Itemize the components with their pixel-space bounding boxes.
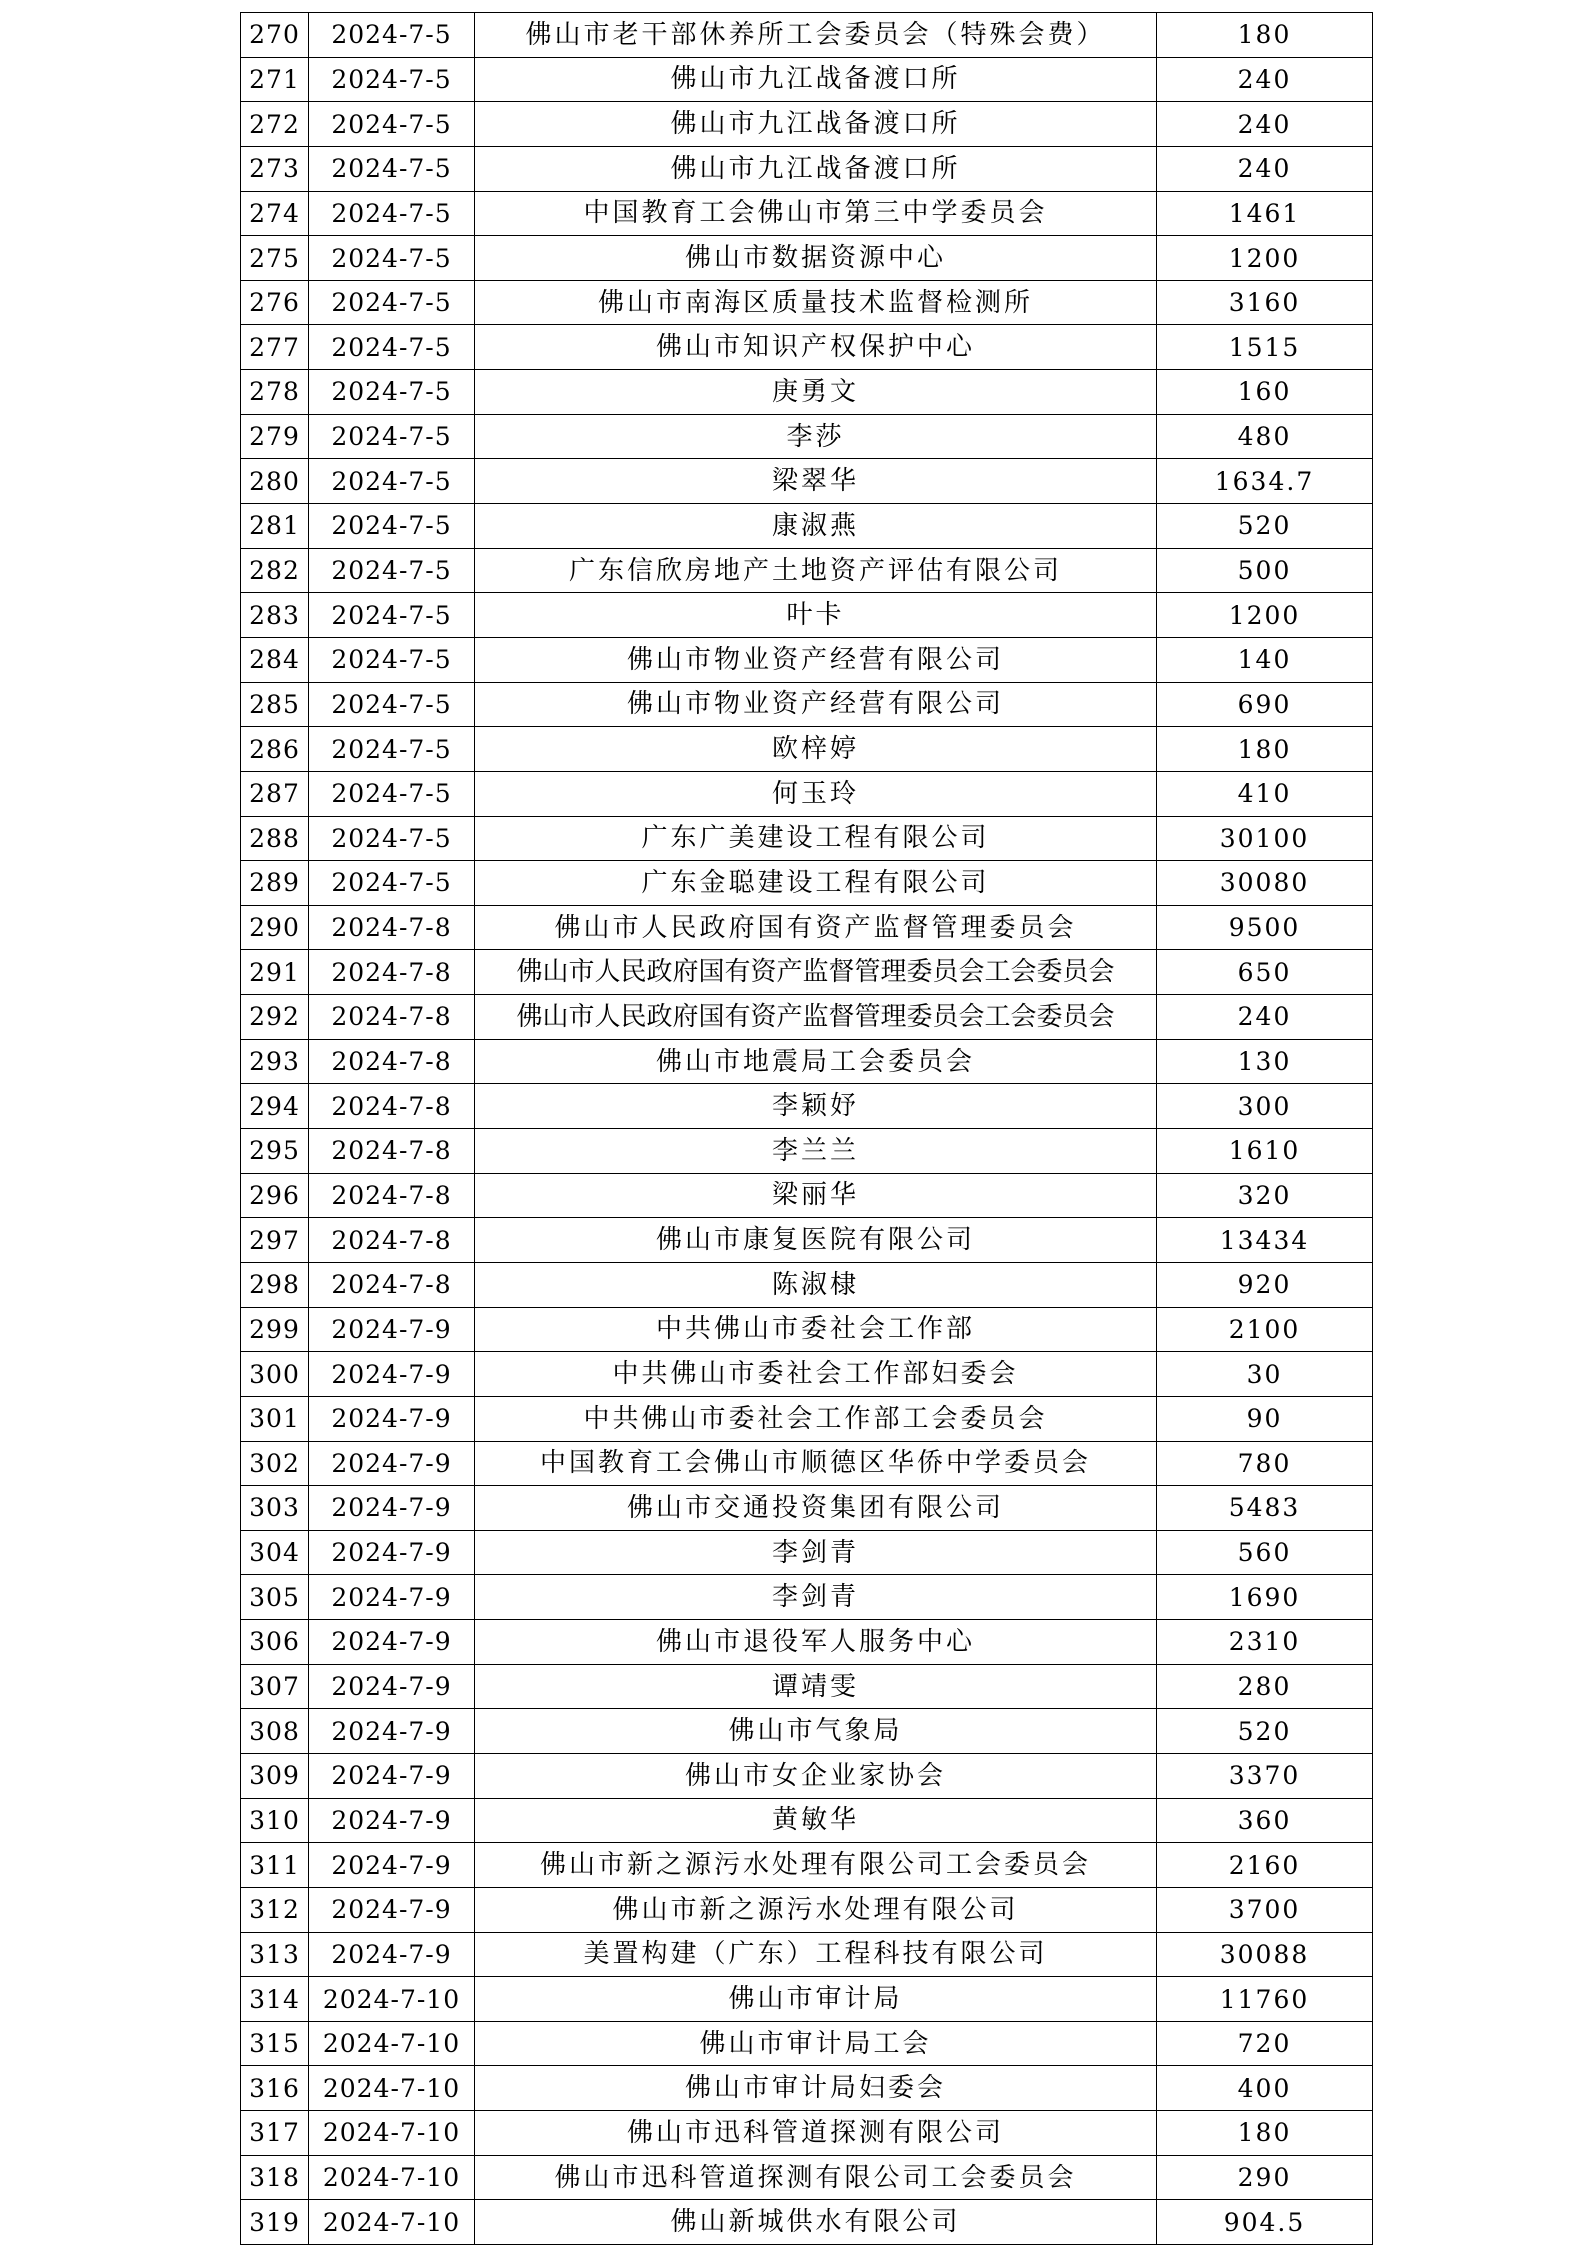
date-cell: 2024-7-9 xyxy=(309,1352,475,1397)
table-row xyxy=(241,1441,1373,1486)
date-cell: 2024-7-9 xyxy=(309,1932,475,1977)
date-cell: 2024-7-10 xyxy=(309,2021,475,2066)
payer-name-cell: 佛山新城供水有限公司 xyxy=(475,2200,1157,2245)
table-row xyxy=(241,682,1373,727)
amount-cell: 30 xyxy=(1157,1352,1373,1397)
row-number-cell: 301 xyxy=(241,1396,309,1441)
payer-name-cell: 康淑燕 xyxy=(475,504,1157,549)
date-cell: 2024-7-5 xyxy=(309,57,475,102)
table-row xyxy=(241,816,1373,861)
table-row xyxy=(241,1575,1373,1620)
date-cell: 2024-7-8 xyxy=(309,1039,475,1084)
table-row xyxy=(241,459,1373,504)
row-number-cell: 279 xyxy=(241,414,309,459)
row-number-cell: 275 xyxy=(241,236,309,281)
payer-name-cell: 中共佛山市委社会工作部工会委员会 xyxy=(475,1396,1157,1441)
date-cell: 2024-7-8 xyxy=(309,950,475,995)
row-number-cell: 288 xyxy=(241,816,309,861)
amount-cell: 1200 xyxy=(1157,236,1373,281)
date-cell: 2024-7-5 xyxy=(309,682,475,727)
amount-cell: 300 xyxy=(1157,1084,1373,1129)
payer-name-cell: 佛山市审计局 xyxy=(475,1977,1157,2022)
payer-name-cell: 梁丽华 xyxy=(475,1173,1157,1218)
payer-name-cell: 中共佛山市委社会工作部妇委会 xyxy=(475,1352,1157,1397)
amount-cell: 3700 xyxy=(1157,1887,1373,1932)
table-row xyxy=(241,280,1373,325)
payer-name-cell: 黄敏华 xyxy=(475,1798,1157,1843)
payer-name-cell: 佛山市人民政府国有资产监督管理委员会工会委员会 xyxy=(475,950,1157,995)
date-cell: 2024-7-8 xyxy=(309,905,475,950)
row-number-cell: 312 xyxy=(241,1887,309,1932)
amount-cell: 2310 xyxy=(1157,1620,1373,1665)
row-number-cell: 317 xyxy=(241,2111,309,2156)
row-number-cell: 314 xyxy=(241,1977,309,2022)
amount-cell: 410 xyxy=(1157,771,1373,816)
payer-name-cell: 佛山市九江战备渡口所 xyxy=(475,102,1157,147)
date-cell: 2024-7-9 xyxy=(309,1709,475,1754)
date-cell: 2024-7-9 xyxy=(309,1486,475,1531)
date-cell: 2024-7-5 xyxy=(309,504,475,549)
payer-name-cell: 佛山市数据资源中心 xyxy=(475,236,1157,281)
payer-name-cell: 李剑青 xyxy=(475,1575,1157,1620)
amount-cell: 780 xyxy=(1157,1441,1373,1486)
table-row xyxy=(241,1798,1373,1843)
amount-cell: 500 xyxy=(1157,548,1373,593)
table-row xyxy=(241,593,1373,638)
amount-cell: 1461 xyxy=(1157,191,1373,236)
amount-cell: 5483 xyxy=(1157,1486,1373,1531)
date-cell: 2024-7-8 xyxy=(309,1084,475,1129)
date-cell: 2024-7-5 xyxy=(309,861,475,906)
row-number-cell: 276 xyxy=(241,280,309,325)
payer-name-cell: 佛山市交通投资集团有限公司 xyxy=(475,1486,1157,1531)
date-cell: 2024-7-8 xyxy=(309,1262,475,1307)
date-cell: 2024-7-5 xyxy=(309,280,475,325)
payer-name-cell: 佛山市人民政府国有资产监督管理委员会 xyxy=(475,905,1157,950)
row-number-cell: 311 xyxy=(241,1843,309,1888)
date-cell: 2024-7-8 xyxy=(309,1218,475,1263)
payer-name-cell: 陈淑棣 xyxy=(475,1262,1157,1307)
row-number-cell: 277 xyxy=(241,325,309,370)
amount-cell: 290 xyxy=(1157,2155,1373,2200)
row-number-cell: 305 xyxy=(241,1575,309,1620)
payer-name-cell: 李剑青 xyxy=(475,1530,1157,1575)
date-cell: 2024-7-5 xyxy=(309,102,475,147)
date-cell: 2024-7-9 xyxy=(309,1396,475,1441)
row-number-cell: 296 xyxy=(241,1173,309,1218)
amount-cell: 3370 xyxy=(1157,1753,1373,1798)
table-row xyxy=(241,2111,1373,2156)
amount-cell: 30088 xyxy=(1157,1932,1373,1977)
date-cell: 2024-7-9 xyxy=(309,1620,475,1665)
row-number-cell: 306 xyxy=(241,1620,309,1665)
row-number-cell: 308 xyxy=(241,1709,309,1754)
date-cell: 2024-7-5 xyxy=(309,191,475,236)
amount-cell: 520 xyxy=(1157,504,1373,549)
amount-cell: 180 xyxy=(1157,2111,1373,2156)
row-number-cell: 304 xyxy=(241,1530,309,1575)
table-row xyxy=(241,191,1373,236)
amount-cell: 1690 xyxy=(1157,1575,1373,1620)
table-row xyxy=(241,727,1373,772)
date-cell: 2024-7-10 xyxy=(309,1977,475,2022)
payer-name-cell: 欧梓婷 xyxy=(475,727,1157,772)
row-number-cell: 284 xyxy=(241,637,309,682)
table-row xyxy=(241,637,1373,682)
amount-cell: 320 xyxy=(1157,1173,1373,1218)
table-row xyxy=(241,13,1373,58)
row-number-cell: 271 xyxy=(241,57,309,102)
amount-cell: 90 xyxy=(1157,1396,1373,1441)
amount-cell: 240 xyxy=(1157,146,1373,191)
date-cell: 2024-7-10 xyxy=(309,2111,475,2156)
payer-name-cell: 佛山市物业资产经营有限公司 xyxy=(475,682,1157,727)
table-row xyxy=(241,1396,1373,1441)
amount-cell: 11760 xyxy=(1157,1977,1373,2022)
table-row xyxy=(241,1084,1373,1129)
row-number-cell: 273 xyxy=(241,146,309,191)
row-number-cell: 307 xyxy=(241,1664,309,1709)
row-number-cell: 289 xyxy=(241,861,309,906)
payer-name-cell: 佛山市迅科管道探测有限公司 xyxy=(475,2111,1157,2156)
row-number-cell: 295 xyxy=(241,1129,309,1174)
row-number-cell: 270 xyxy=(241,13,309,58)
row-number-cell: 299 xyxy=(241,1307,309,1352)
table-row xyxy=(241,2155,1373,2200)
table-row xyxy=(241,1977,1373,2022)
date-cell: 2024-7-5 xyxy=(309,325,475,370)
row-number-cell: 278 xyxy=(241,370,309,415)
amount-cell: 720 xyxy=(1157,2021,1373,2066)
table-row xyxy=(241,1753,1373,1798)
table-row xyxy=(241,504,1373,549)
row-number-cell: 283 xyxy=(241,593,309,638)
date-cell: 2024-7-10 xyxy=(309,2200,475,2245)
date-cell: 2024-7-10 xyxy=(309,2066,475,2111)
payer-name-cell: 佛山市九江战备渡口所 xyxy=(475,146,1157,191)
amount-cell: 1200 xyxy=(1157,593,1373,638)
row-number-cell: 294 xyxy=(241,1084,309,1129)
row-number-cell: 293 xyxy=(241,1039,309,1084)
row-number-cell: 303 xyxy=(241,1486,309,1531)
table-row xyxy=(241,370,1373,415)
payer-name-cell: 佛山市新之源污水处理有限公司 xyxy=(475,1887,1157,1932)
table-row xyxy=(241,995,1373,1040)
row-number-cell: 313 xyxy=(241,1932,309,1977)
date-cell: 2024-7-9 xyxy=(309,1441,475,1486)
date-cell: 2024-7-9 xyxy=(309,1307,475,1352)
payer-name-cell: 谭靖雯 xyxy=(475,1664,1157,1709)
payer-name-cell: 佛山市地震局工会委员会 xyxy=(475,1039,1157,1084)
table-row xyxy=(241,1173,1373,1218)
table-row xyxy=(241,1664,1373,1709)
table-row xyxy=(241,1620,1373,1665)
table-row xyxy=(241,2066,1373,2111)
payer-name-cell: 佛山市康复医院有限公司 xyxy=(475,1218,1157,1263)
table-body xyxy=(241,13,1373,2245)
table-row xyxy=(241,1486,1373,1531)
payer-name-cell: 佛山市气象局 xyxy=(475,1709,1157,1754)
donation-table xyxy=(240,12,1373,2245)
amount-cell: 240 xyxy=(1157,995,1373,1040)
amount-cell: 560 xyxy=(1157,1530,1373,1575)
amount-cell: 160 xyxy=(1157,370,1373,415)
date-cell: 2024-7-8 xyxy=(309,1173,475,1218)
table-row xyxy=(241,1307,1373,1352)
amount-cell: 9500 xyxy=(1157,905,1373,950)
table-row xyxy=(241,1530,1373,1575)
row-number-cell: 318 xyxy=(241,2155,309,2200)
payer-name-cell: 李颖妤 xyxy=(475,1084,1157,1129)
payer-name-cell: 李兰兰 xyxy=(475,1129,1157,1174)
date-cell: 2024-7-10 xyxy=(309,2155,475,2200)
date-cell: 2024-7-5 xyxy=(309,771,475,816)
date-cell: 2024-7-9 xyxy=(309,1753,475,1798)
date-cell: 2024-7-8 xyxy=(309,1129,475,1174)
payer-name-cell: 佛山市女企业家协会 xyxy=(475,1753,1157,1798)
payer-name-cell: 佛山市物业资产经营有限公司 xyxy=(475,637,1157,682)
table-row xyxy=(241,236,1373,281)
payer-name-cell: 美置构建（广东）工程科技有限公司 xyxy=(475,1932,1157,1977)
table-row xyxy=(241,861,1373,906)
table-row xyxy=(241,950,1373,995)
row-number-cell: 286 xyxy=(241,727,309,772)
date-cell: 2024-7-5 xyxy=(309,146,475,191)
row-number-cell: 315 xyxy=(241,2021,309,2066)
amount-cell: 1610 xyxy=(1157,1129,1373,1174)
amount-cell: 130 xyxy=(1157,1039,1373,1084)
date-cell: 2024-7-9 xyxy=(309,1843,475,1888)
date-cell: 2024-7-5 xyxy=(309,548,475,593)
date-cell: 2024-7-9 xyxy=(309,1575,475,1620)
row-number-cell: 274 xyxy=(241,191,309,236)
amount-cell: 2100 xyxy=(1157,1307,1373,1352)
row-number-cell: 287 xyxy=(241,771,309,816)
table-row xyxy=(241,414,1373,459)
table-row xyxy=(241,1709,1373,1754)
date-cell: 2024-7-5 xyxy=(309,414,475,459)
payer-name-cell: 佛山市退役军人服务中心 xyxy=(475,1620,1157,1665)
payer-name-cell: 佛山市迅科管道探测有限公司工会委员会 xyxy=(475,2155,1157,2200)
payer-name-cell: 佛山市九江战备渡口所 xyxy=(475,57,1157,102)
table-row xyxy=(241,1843,1373,1888)
date-cell: 2024-7-5 xyxy=(309,13,475,58)
payer-name-cell: 广东金聪建设工程有限公司 xyxy=(475,861,1157,906)
row-number-cell: 290 xyxy=(241,905,309,950)
table-row xyxy=(241,771,1373,816)
amount-cell: 13434 xyxy=(1157,1218,1373,1263)
amount-cell: 400 xyxy=(1157,2066,1373,2111)
row-number-cell: 282 xyxy=(241,548,309,593)
table-row xyxy=(241,102,1373,147)
payer-name-cell: 佛山市人民政府国有资产监督管理委员会工会委员会 xyxy=(475,995,1157,1040)
amount-cell: 240 xyxy=(1157,57,1373,102)
table-row xyxy=(241,1218,1373,1263)
payer-name-cell: 中共佛山市委社会工作部 xyxy=(475,1307,1157,1352)
table-row xyxy=(241,1887,1373,1932)
amount-cell: 360 xyxy=(1157,1798,1373,1843)
payer-name-cell: 何玉玲 xyxy=(475,771,1157,816)
date-cell: 2024-7-8 xyxy=(309,995,475,1040)
amount-cell: 1515 xyxy=(1157,325,1373,370)
payer-name-cell: 佛山市审计局工会 xyxy=(475,2021,1157,2066)
date-cell: 2024-7-5 xyxy=(309,637,475,682)
amount-cell: 520 xyxy=(1157,1709,1373,1754)
row-number-cell: 292 xyxy=(241,995,309,1040)
amount-cell: 180 xyxy=(1157,13,1373,58)
payer-name-cell: 佛山市南海区质量技术监督检测所 xyxy=(475,280,1157,325)
date-cell: 2024-7-9 xyxy=(309,1887,475,1932)
table-row xyxy=(241,2021,1373,2066)
amount-cell: 180 xyxy=(1157,727,1373,772)
payer-name-cell: 佛山市审计局妇委会 xyxy=(475,2066,1157,2111)
date-cell: 2024-7-9 xyxy=(309,1664,475,1709)
row-number-cell: 297 xyxy=(241,1218,309,1263)
table-row xyxy=(241,1039,1373,1084)
amount-cell: 140 xyxy=(1157,637,1373,682)
row-number-cell: 316 xyxy=(241,2066,309,2111)
payer-name-cell: 梁翠华 xyxy=(475,459,1157,504)
row-number-cell: 272 xyxy=(241,102,309,147)
payer-name-cell: 庚勇文 xyxy=(475,370,1157,415)
payer-name-cell: 广东信欣房地产土地资产评估有限公司 xyxy=(475,548,1157,593)
date-cell: 2024-7-5 xyxy=(309,370,475,415)
payer-name-cell: 佛山市新之源污水处理有限公司工会委员会 xyxy=(475,1843,1157,1888)
table-row xyxy=(241,2200,1373,2245)
payer-name-cell: 叶卡 xyxy=(475,593,1157,638)
amount-cell: 2160 xyxy=(1157,1843,1373,1888)
table-row xyxy=(241,905,1373,950)
row-number-cell: 309 xyxy=(241,1753,309,1798)
amount-cell: 690 xyxy=(1157,682,1373,727)
payer-name-cell: 佛山市知识产权保护中心 xyxy=(475,325,1157,370)
row-number-cell: 281 xyxy=(241,504,309,549)
row-number-cell: 319 xyxy=(241,2200,309,2245)
amount-cell: 3160 xyxy=(1157,280,1373,325)
table-row xyxy=(241,325,1373,370)
date-cell: 2024-7-5 xyxy=(309,816,475,861)
amount-cell: 1634.7 xyxy=(1157,459,1373,504)
amount-cell: 480 xyxy=(1157,414,1373,459)
row-number-cell: 310 xyxy=(241,1798,309,1843)
date-cell: 2024-7-5 xyxy=(309,236,475,281)
row-number-cell: 285 xyxy=(241,682,309,727)
table-row xyxy=(241,57,1373,102)
table-row xyxy=(241,1262,1373,1307)
payer-name-cell: 佛山市老干部休养所工会委员会（特殊会费） xyxy=(475,13,1157,58)
date-cell: 2024-7-9 xyxy=(309,1798,475,1843)
amount-cell: 30080 xyxy=(1157,861,1373,906)
amount-cell: 240 xyxy=(1157,102,1373,147)
amount-cell: 920 xyxy=(1157,1262,1373,1307)
payer-name-cell: 中国教育工会佛山市顺德区华侨中学委员会 xyxy=(475,1441,1157,1486)
payer-name-cell: 广东广美建设工程有限公司 xyxy=(475,816,1157,861)
date-cell: 2024-7-9 xyxy=(309,1530,475,1575)
table-row xyxy=(241,146,1373,191)
table-row xyxy=(241,1129,1373,1174)
amount-cell: 30100 xyxy=(1157,816,1373,861)
row-number-cell: 298 xyxy=(241,1262,309,1307)
row-number-cell: 302 xyxy=(241,1441,309,1486)
payer-name-cell: 中国教育工会佛山市第三中学委员会 xyxy=(475,191,1157,236)
row-number-cell: 291 xyxy=(241,950,309,995)
amount-cell: 650 xyxy=(1157,950,1373,995)
payer-name-cell: 李莎 xyxy=(475,414,1157,459)
row-number-cell: 280 xyxy=(241,459,309,504)
amount-cell: 904.5 xyxy=(1157,2200,1373,2245)
date-cell: 2024-7-5 xyxy=(309,459,475,504)
row-number-cell: 300 xyxy=(241,1352,309,1397)
date-cell: 2024-7-5 xyxy=(309,593,475,638)
amount-cell: 280 xyxy=(1157,1664,1373,1709)
table-row xyxy=(241,548,1373,593)
table-row xyxy=(241,1352,1373,1397)
date-cell: 2024-7-5 xyxy=(309,727,475,772)
table-row xyxy=(241,1932,1373,1977)
